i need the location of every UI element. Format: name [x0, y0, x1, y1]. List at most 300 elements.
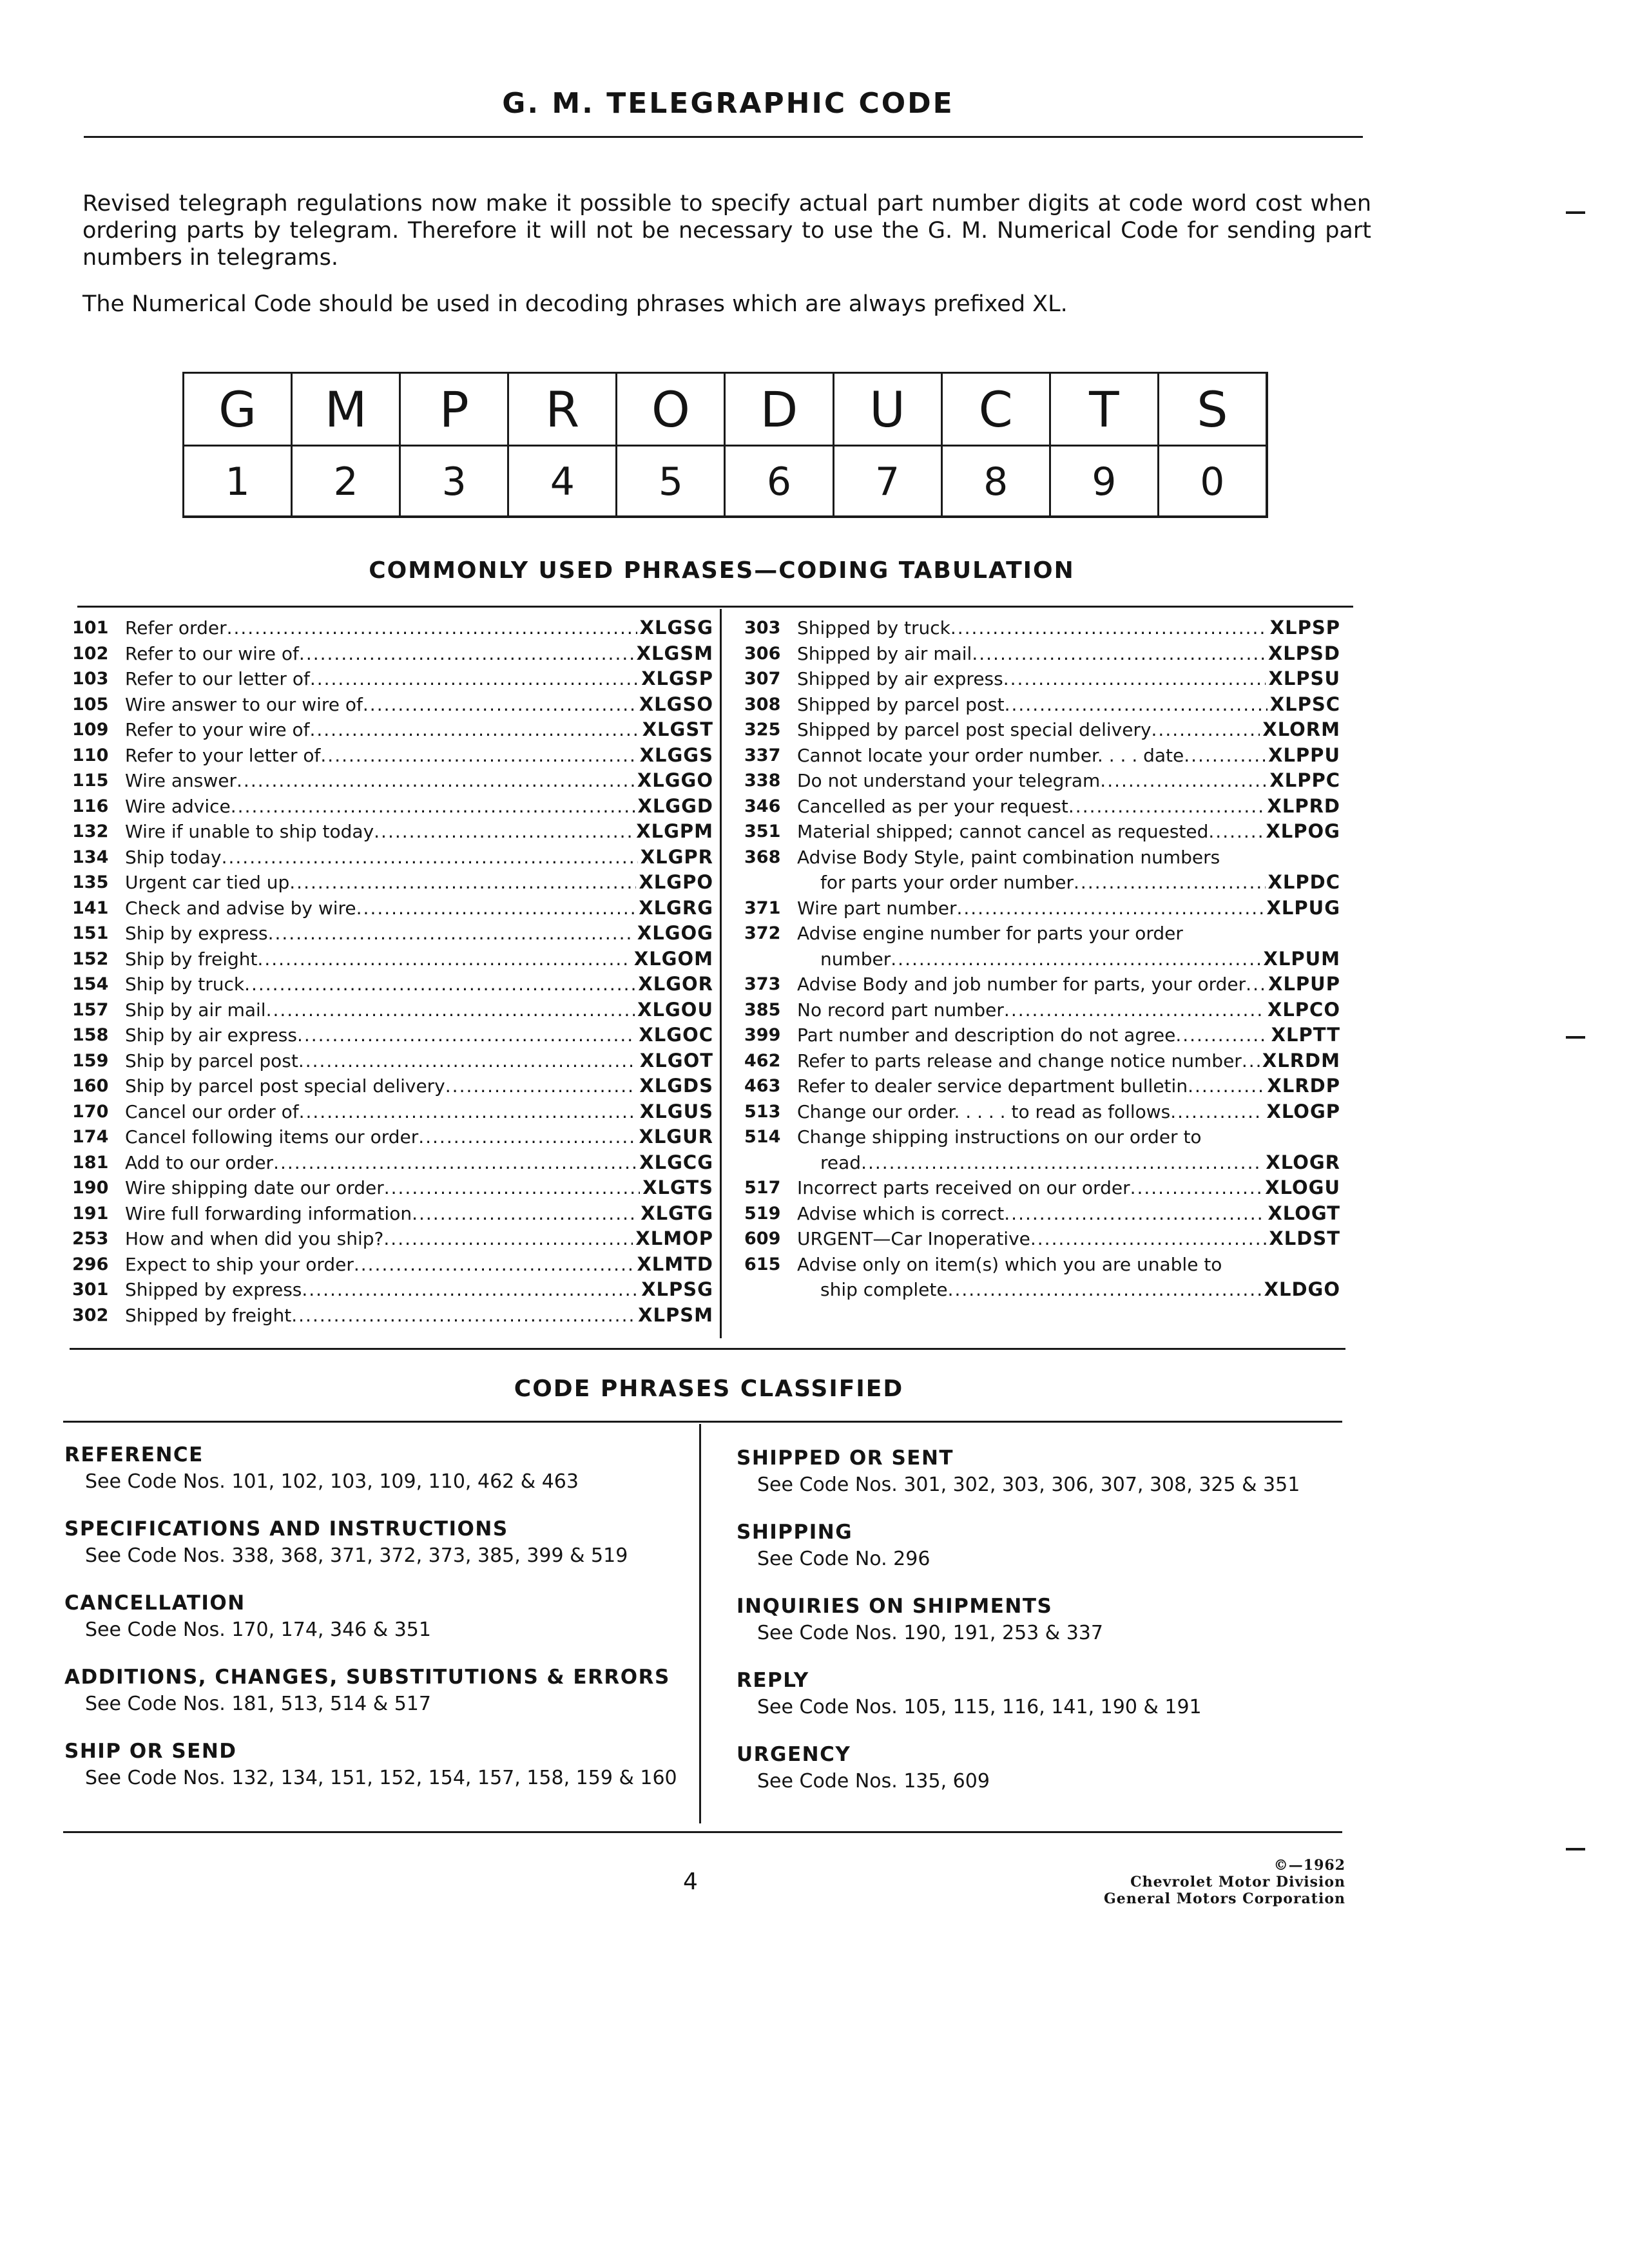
phrase-row [72, 615, 713, 641]
phrase-row [72, 692, 713, 718]
phrase-text-line [797, 615, 1340, 641]
phrase-code: XLPSD [1268, 642, 1340, 664]
leader-dots [363, 692, 637, 718]
leader-dots [310, 666, 639, 692]
leader-dots [320, 743, 637, 769]
phrase-continuation-line [820, 1150, 1340, 1176]
phrase-code: XLDST [1269, 1227, 1340, 1249]
phrase-text: Check and advise by wire [125, 897, 356, 919]
classified-group-codes: See Code Nos. 338, 368, 371, 372, 373, 385, 399 & 519 [85, 1544, 628, 1567]
leader-dots [950, 615, 1268, 641]
phrase-text: Material shipped; cannot cancel as requested [797, 821, 1209, 842]
phrase-text-line [797, 845, 1340, 870]
leader-dots [302, 1277, 639, 1303]
phrase-number: 303 [744, 618, 781, 638]
classified-group [737, 1743, 1349, 1792]
classified-group-heading: SHIPPING [737, 1521, 853, 1544]
phrase-text: Do not understand your telegram [797, 770, 1101, 791]
phrase-row [744, 921, 1340, 947]
phrase-code: XLGTS [642, 1177, 713, 1198]
phrase-continuation-text: ship complete [820, 1279, 948, 1300]
phrase-continuation-row [744, 1150, 1340, 1176]
phrase-text-line [797, 1124, 1340, 1150]
phrase-number: 253 [72, 1229, 109, 1249]
phrase-row [72, 997, 713, 1023]
phrase-number: 170 [72, 1101, 109, 1122]
code-letter-cell: D [724, 374, 832, 445]
phrase-text-line [125, 666, 713, 692]
phrase-text-line [125, 1048, 713, 1074]
phrase-row [72, 1252, 713, 1278]
phrase-number: 157 [72, 999, 109, 1020]
classified-top-rule [63, 1421, 1342, 1423]
phrase-text-line [125, 692, 713, 718]
phrase-code: XLGGO [637, 769, 713, 791]
phrase-text-line [125, 870, 713, 896]
phrase-row [744, 794, 1340, 820]
leader-dots [236, 768, 635, 794]
phrase-text-line [125, 768, 713, 794]
phrase-text-line [125, 743, 713, 769]
classified-group [64, 1517, 709, 1567]
phrase-row [744, 717, 1340, 743]
leader-dots [1100, 768, 1267, 794]
phrase-row [744, 1252, 1340, 1278]
classified-group-heading: SHIP OR SEND [64, 1740, 237, 1763]
phrase-row [72, 1201, 713, 1227]
phrase-text: Advise Body Style, paint combination numbers [797, 846, 1220, 868]
phrase-text: No record part number [797, 999, 1004, 1021]
classified-group [737, 1595, 1349, 1644]
phrase-code: XLGOU [637, 998, 713, 1021]
phrase-text: Urgent car tied up [125, 872, 290, 893]
phrase-continuation-text: read [820, 1151, 862, 1173]
phrase-text-line [797, 768, 1340, 794]
leader-dots [1068, 794, 1265, 820]
phrase-number: 307 [744, 669, 781, 689]
code-digit-cell: 1 [225, 459, 250, 505]
phrase-text: Wire answer to our wire of [125, 693, 363, 715]
classified-group-codes: See Code Nos. 170, 174, 346 & 351 [85, 1619, 431, 1641]
phrase-row [72, 1099, 713, 1125]
page-title: G. M. TELEGRAPHIC CODE [502, 87, 954, 120]
phrase-text: Ship by air mail [125, 999, 266, 1021]
phrase-text: Shipped by parcel post special delivery [797, 719, 1152, 740]
phrase-code: XLDGO [1264, 1278, 1340, 1300]
phrase-text: Refer to your wire of [125, 719, 310, 740]
phrase-row [744, 1175, 1340, 1201]
phrase-code: XLGUS [639, 1100, 713, 1122]
phrase-code: XLGSP [641, 668, 713, 689]
leader-dots [1208, 819, 1263, 845]
leader-dots [266, 997, 635, 1023]
phrase-text: Refer to our wire of [125, 642, 299, 664]
phrase-number: 135 [72, 872, 109, 892]
phrase-text-line [797, 997, 1340, 1023]
code-letter-cell: P [399, 374, 507, 445]
classified-group-heading: URGENCY [737, 1743, 851, 1766]
leader-dots [384, 1175, 640, 1201]
phrase-text-line [125, 896, 713, 921]
phrase-text-line [797, 1175, 1340, 1201]
title-rule [84, 136, 1363, 138]
phrase-row [744, 845, 1340, 870]
leader-dots [291, 1303, 635, 1329]
classified-group-heading: REPLY [737, 1669, 809, 1692]
phrase-number: 115 [72, 771, 109, 791]
phrases-column-divider [720, 609, 722, 1338]
margin-mark [1566, 1848, 1585, 1850]
phrase-number: 134 [72, 847, 109, 867]
phrase-text: Refer to parts release and change notice number [797, 1050, 1242, 1072]
phrase-text-line [797, 1023, 1340, 1048]
phrase-text: Refer order [125, 617, 227, 639]
leader-dots [273, 1150, 637, 1176]
phrase-code: XLGOC [639, 1024, 713, 1046]
phrase-text-line [125, 972, 713, 997]
phrase-text-line [125, 819, 713, 845]
leader-dots [299, 641, 634, 667]
phrase-code: XLGTG [641, 1202, 713, 1224]
phrase-text: Cancel our order of [125, 1100, 299, 1122]
classified-group-codes: See Code No. 296 [757, 1548, 930, 1570]
code-letter-cell: G [218, 380, 256, 438]
phrase-row [744, 1226, 1340, 1252]
phrase-text-line [797, 641, 1340, 667]
phrase-text: Wire answer [125, 770, 237, 791]
phrase-number: 116 [72, 796, 109, 816]
classified-group-codes: See Code Nos. 135, 609 [757, 1770, 990, 1792]
phrase-text: Ship by parcel post [125, 1050, 298, 1072]
code-letter-cell: U [833, 374, 941, 445]
phrase-code: XLGOT [639, 1049, 713, 1072]
phrases-heading: COMMONLY USED PHRASES—CODING TABULATION [369, 557, 1075, 584]
classified-group-codes: See Code Nos. 301, 302, 303, 306, 307, 308, 325 & 351 [757, 1474, 1300, 1496]
phrase-text: Change shipping instructions on our order to [797, 1126, 1202, 1148]
phrase-code: XLGSG [639, 617, 713, 639]
phrase-number: 160 [72, 1076, 109, 1096]
code-digit-cell: 5 [615, 447, 724, 517]
phrase-number: 158 [72, 1025, 109, 1045]
phrase-text: Wire full forwarding information [125, 1202, 412, 1224]
phrase-text-line [125, 1303, 713, 1329]
phrase-code: XLGUR [639, 1126, 713, 1148]
phrase-code: XLPRD [1267, 794, 1340, 817]
phrase-text: Refer to your letter of [125, 744, 321, 766]
leader-dots [1004, 1201, 1265, 1227]
leader-dots [1130, 1175, 1263, 1201]
code-digit-cell: 2 [291, 447, 399, 517]
phrase-text-line [797, 717, 1340, 743]
phrase-number: 513 [744, 1101, 781, 1122]
phrase-number: 371 [744, 898, 781, 918]
classified-group-codes: See Code Nos. 105, 115, 116, 141, 190 & 191 [757, 1696, 1202, 1718]
code-letter-cell: T [1049, 374, 1157, 445]
phrase-number: 308 [744, 694, 781, 715]
phrase-number: 351 [744, 822, 781, 841]
phrase-number: 296 [72, 1254, 109, 1274]
phrase-row [72, 768, 713, 794]
phrase-number: 159 [72, 1050, 109, 1071]
code-letter-cell: O [615, 374, 724, 445]
phrase-code: XLGCG [639, 1151, 713, 1173]
phrase-code: XLOGU [1265, 1177, 1340, 1198]
phrase-row [72, 870, 713, 896]
code-letter-cell: C [941, 374, 1049, 445]
phrase-text-line [797, 972, 1340, 997]
phrase-code: XLGRG [639, 896, 713, 919]
leader-dots [297, 1023, 636, 1048]
phrase-row [72, 845, 713, 870]
classified-right-column [737, 1446, 1349, 1817]
code-table-letters-row [184, 374, 1266, 445]
leader-dots [972, 641, 1266, 667]
code-letter-cell: S [1157, 374, 1266, 445]
leader-dots [1005, 692, 1268, 718]
phrase-text: Shipped by express [125, 1279, 302, 1300]
division-name: Chevrolet Motor Division [1130, 1874, 1345, 1890]
leader-dots [1152, 717, 1260, 743]
phrase-text: Advise Body and job number for parts, your order [797, 974, 1246, 995]
phrase-number: 462 [744, 1050, 781, 1071]
leader-dots [244, 972, 635, 997]
phrase-text-line [125, 1124, 713, 1150]
phrase-number: 110 [72, 745, 109, 765]
phrase-row [744, 997, 1340, 1023]
leader-dots [1175, 1023, 1268, 1048]
phrase-code: XLPSU [1268, 668, 1340, 689]
phrase-text-line [797, 819, 1340, 845]
phrase-text: Wire shipping date our order [125, 1177, 384, 1198]
phrase-code: XLPCO [1267, 998, 1340, 1021]
phrase-text-line [125, 1073, 713, 1099]
phrase-row [72, 1124, 713, 1150]
phrase-continuation-row [744, 870, 1340, 896]
phrase-text-line [797, 1048, 1340, 1074]
phrase-code: XLGPR [640, 845, 713, 868]
phrases-top-rule [77, 606, 1353, 608]
phrase-number: 181 [72, 1152, 109, 1173]
phrase-number: 463 [744, 1076, 781, 1096]
classified-group-codes: See Code Nos. 181, 513, 514 & 517 [85, 1693, 431, 1715]
phrase-text-line [797, 1073, 1340, 1099]
phrase-code: XLGGS [639, 744, 713, 766]
phrase-text: Advise engine number for parts your order [797, 923, 1183, 944]
phrases-left-column [72, 615, 713, 1328]
leader-dots [948, 1277, 1262, 1303]
phrase-code: XLORM [1262, 718, 1340, 740]
phrase-code: XLRDM [1262, 1049, 1340, 1072]
leader-dots [227, 615, 637, 641]
leader-dots [956, 896, 1264, 921]
phrase-code: XLPDC [1268, 871, 1340, 893]
classified-group-heading: REFERENCE [64, 1443, 204, 1466]
phrase-text-line [125, 717, 713, 743]
classified-group-heading: SHIPPED OR SENT [737, 1446, 954, 1470]
classified-group [64, 1443, 709, 1493]
publisher-credit [1023, 1857, 1345, 1907]
phrase-text-line [125, 947, 713, 972]
phrase-text: Incorrect parts received on our order [797, 1177, 1130, 1198]
margin-mark [1566, 1036, 1585, 1039]
leader-dots [1170, 1099, 1264, 1125]
classified-group-codes: See Code Nos. 190, 191, 253 & 337 [757, 1622, 1103, 1644]
phrase-number: 174 [72, 1127, 109, 1147]
phrase-row [72, 1303, 713, 1329]
leader-dots [289, 870, 636, 896]
phrase-number: 105 [72, 694, 109, 715]
phrase-text: Shipped by parcel post [797, 693, 1005, 715]
leader-dots [222, 845, 638, 870]
phrase-code: XLPUM [1263, 947, 1340, 970]
phrase-code: XLPUG [1266, 896, 1340, 919]
phrase-text: Ship by parcel post special delivery [125, 1075, 445, 1097]
phrase-number: 514 [744, 1127, 781, 1147]
phrase-code: XLPSG [641, 1278, 713, 1300]
classified-column-divider [699, 1424, 701, 1823]
phrase-continuation-line [820, 947, 1340, 972]
leader-dots [1184, 743, 1266, 769]
leader-dots [861, 1150, 1263, 1176]
leader-dots [299, 1099, 637, 1125]
phrase-number: 103 [72, 669, 109, 689]
phrase-number: 151 [72, 923, 109, 943]
phrase-code: XLPSP [1269, 617, 1340, 639]
phrase-number: 385 [744, 999, 781, 1020]
leader-dots [1003, 666, 1266, 692]
phrase-code: XLPUP [1268, 973, 1340, 995]
phrase-continuation-row [744, 947, 1340, 972]
phrase-row [744, 1048, 1340, 1074]
phrase-row [72, 1150, 713, 1176]
phrase-code: XLGST [642, 718, 713, 740]
phrase-row [72, 1048, 713, 1074]
phrase-number: 301 [72, 1280, 109, 1300]
code-digit-cell: 8 [941, 447, 1049, 517]
phrase-text: Shipped by air mail [797, 642, 972, 664]
phrase-text: Change our order. . . . . to read as follows [797, 1100, 1171, 1122]
leader-dots [445, 1073, 637, 1099]
code-digit-cell: 4 [507, 447, 615, 517]
phrase-code: XLPTT [1271, 1024, 1340, 1046]
phrase-text-line [125, 997, 713, 1023]
phrase-text: Expect to ship your order [125, 1253, 354, 1275]
phrase-number: 325 [744, 720, 781, 740]
phrase-number: 101 [72, 618, 109, 638]
phrase-row [744, 692, 1340, 718]
phrase-row [72, 1175, 713, 1201]
phrase-row [72, 896, 713, 921]
phrase-code: XLGOM [633, 947, 713, 970]
phrase-continuation-line [820, 870, 1340, 896]
phrase-continuation-line [820, 1277, 1340, 1303]
phrase-number: 302 [72, 1305, 109, 1325]
phrase-code: XLMOP [635, 1227, 713, 1249]
phrase-row [72, 1277, 713, 1303]
leader-dots [891, 947, 1260, 972]
phrase-code: XLOGR [1266, 1151, 1340, 1173]
phrase-text-line [125, 1226, 713, 1252]
phrase-text-line [125, 794, 713, 820]
phrase-row [72, 717, 713, 743]
phrases-bottom-rule [70, 1348, 1345, 1350]
phrase-text-line [797, 692, 1340, 718]
classified-group-heading: ADDITIONS, CHANGES, SUBSTITUTIONS & ERRORS [64, 1666, 670, 1689]
phrase-text: Advise which is correct [797, 1202, 1005, 1224]
phrase-code: XLMTD [637, 1253, 713, 1275]
phrase-row [744, 819, 1340, 845]
leader-dots [231, 794, 635, 820]
phrase-number: 399 [744, 1025, 781, 1045]
phrase-number: 191 [72, 1203, 109, 1224]
leader-dots [383, 1226, 633, 1252]
phrase-number: 190 [72, 1178, 109, 1198]
leader-dots [268, 921, 635, 947]
phrase-code: XLGOG [637, 922, 713, 944]
phrase-text: Wire advice [125, 795, 231, 817]
phrase-code: XLGDS [639, 1075, 713, 1097]
corporation-name: General Motors Corporation [1103, 1890, 1345, 1907]
classified-group [737, 1446, 1349, 1496]
phrase-text-line [797, 743, 1340, 769]
classified-left-column [64, 1443, 709, 1814]
phrase-row [72, 743, 713, 769]
phrase-code: XLGPM [636, 820, 713, 842]
phrase-row [72, 1073, 713, 1099]
phrase-code: XLOGT [1268, 1202, 1340, 1224]
phrase-code: XLGSO [639, 693, 713, 715]
phrase-text: Wire if unable to ship today [125, 821, 374, 842]
phrase-text: Shipped by freight [125, 1304, 292, 1326]
phrase-row [72, 972, 713, 997]
phrase-row [72, 1023, 713, 1048]
code-digit-cell: 6 [724, 447, 832, 517]
phrase-number: 346 [744, 796, 781, 816]
phrase-row [72, 819, 713, 845]
leader-dots [298, 1048, 637, 1074]
phrase-row [744, 972, 1340, 997]
phrase-continuation-row [744, 1277, 1340, 1303]
phrase-row [744, 615, 1340, 641]
phrase-text: Ship by freight [125, 948, 258, 970]
leader-dots [309, 717, 639, 743]
phrase-row [72, 794, 713, 820]
phrase-code: XLPOG [1266, 820, 1340, 842]
classified-group [64, 1666, 709, 1715]
phrase-continuation-text: number [820, 948, 891, 970]
phrase-text: Wire part number [797, 897, 957, 919]
phrase-number: 102 [72, 643, 109, 664]
phrase-number: 154 [72, 974, 109, 994]
leader-dots [257, 947, 631, 972]
classified-group-heading: INQUIRIES ON SHIPMENTS [737, 1595, 1053, 1618]
phrase-number: 132 [72, 822, 109, 841]
phrase-text-line [125, 1277, 713, 1303]
phrase-row [72, 641, 713, 667]
phrase-number: 615 [744, 1254, 781, 1274]
classified-group-heading: CANCELLATION [64, 1591, 246, 1615]
phrase-number: 368 [744, 847, 781, 867]
phrase-number: 373 [744, 974, 781, 994]
intro-paragraph-1: Revised telegraph regulations now make it possible to specify actual part number digits at code word cost when ordering parts by telegram. Therefore it will not be necessary to use the G. M. Numerical Code for sending part numbers in telegrams. [82, 191, 1371, 271]
phrase-text: Shipped by truck [797, 617, 950, 639]
phrase-number: 338 [744, 771, 781, 791]
phrase-row [744, 1073, 1340, 1099]
copyright: ©—1962 [1273, 1857, 1345, 1874]
classified-group-codes: See Code Nos. 132, 134, 151, 152, 154, 157, 158, 159 & 160 [85, 1767, 677, 1789]
phrase-text: Part number and description do not agree [797, 1024, 1176, 1046]
phrase-text: URGENT—Car Inoperative [797, 1228, 1030, 1249]
